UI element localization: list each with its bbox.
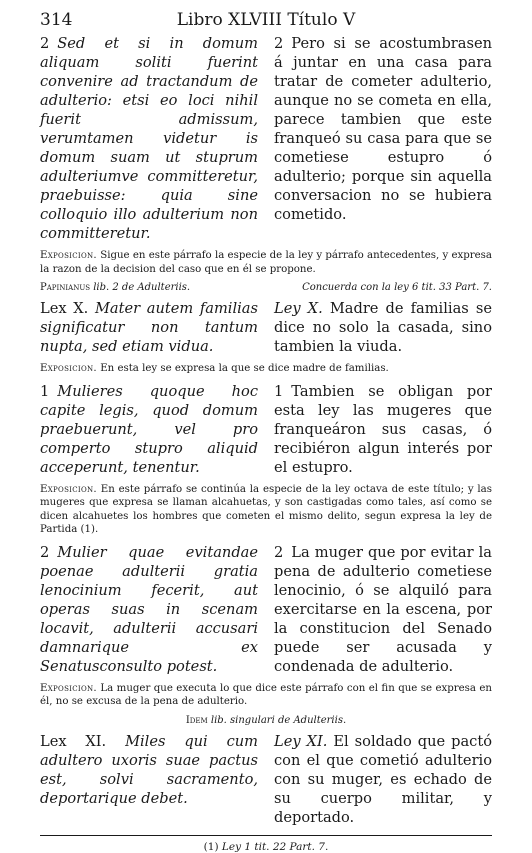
law-heading: Lex XI. [40, 732, 107, 750]
exposicion-2 [40, 362, 492, 376]
footnote-text: Ley 1 tit. 22 Part. 7. [221, 840, 329, 853]
source-author: Papinianus lib. 2 de Adulteriis. [40, 282, 191, 293]
latin-column [40, 299, 258, 356]
latin-text: Miles qui cum adultero uxoris suae pactus est, solvi sacramento, deportarique debet. [40, 732, 258, 807]
law-heading: Ley XI. [274, 732, 328, 750]
exposicion-text: Sigue en este párrafo la especie de la ley y párrafo antecedentes, y expresa la razon de la decision del caso que en él se propone. [40, 250, 492, 275]
spanish-column [274, 382, 492, 477]
spanish-column [274, 299, 492, 356]
section-number: 2 [40, 543, 50, 561]
latin-column [40, 34, 258, 243]
section-number: 2 [274, 543, 284, 561]
law-heading: Ley X. [274, 300, 323, 317]
running-title: Libro XLVIII Título V [176, 10, 356, 30]
spanish-text: El soldado que pactó con el que cometió adulterio con su muger, es echado de su cuerpo militar, y deportado. [274, 732, 492, 826]
law-heading: Lex X. [40, 300, 89, 317]
lex-11-parallel [40, 732, 492, 827]
latin-column [40, 543, 258, 676]
exposicion-text: En esta ley se expresa la que se dice madre de familias. [100, 363, 389, 374]
section-2-parallel [40, 34, 492, 243]
latin-column [40, 732, 258, 827]
latin-text: Mulier quae evitandae poenae adulterii gratia lenocinium fecerit, aut operas suas in scenam locavit, adulterii accusari damnarique ex Senatusconsulto potest. [40, 543, 258, 675]
footnote-mark: (1) [203, 840, 219, 853]
section-number: 2 [274, 35, 284, 52]
latin-text: Mulieres quoque hoc capite legis, quod domum praebuerunt, vel pro comperto stupro aliquid acceperunt, tenentur. [40, 382, 258, 476]
spanish-text: Tambien se obligan por esta ley las mugeres que franqueáron sus casas, ó recibiéron algun interés por el estupro. [274, 382, 492, 476]
source-author: Idem [185, 714, 208, 726]
source-line [40, 282, 492, 293]
page-header [40, 10, 492, 32]
exposicion-text: En este párrafo se continúa la especie de la ley octava de este título; y las mugeres que expresa se llaman alcahuetas, y son castigadas como tales, así como se dicen alcahuetes los hombres que cometen el mismo delito, segun expresa la ley de Partida (1). [40, 483, 492, 535]
spanish-text: Pero si se acostumbrasen á juntar en una casa para tratar de cometer adulterio, aunque no se cometa en ella, parece tambien que este franqueó su casa para que se cometiese estupro ó adulterio; porque sin aquella conversacion no se hubiera cometido. [274, 35, 492, 223]
source-reference: lib. singulari de Adulteriis. [210, 714, 347, 726]
spanish-column [274, 543, 492, 676]
exposicion-label: Exposicion. [40, 363, 97, 374]
lex-10-parallel [40, 299, 492, 356]
exposicion-4 [40, 682, 492, 709]
latin-column [40, 382, 258, 477]
exposicion-label: Exposicion. [40, 250, 97, 261]
concordance-note: Concuerda con la ley 6 tit. 33 Part. 7. [302, 282, 492, 293]
section-2b-parallel [40, 543, 492, 676]
exposicion-label: Exposicion. [40, 483, 97, 495]
exposicion-text: La muger que executa lo que dice este párrafo con el fin que se expresa en él, no se excusa de la pena de adulterio. [40, 682, 492, 707]
section-number: 1 [40, 382, 50, 400]
spanish-column [274, 34, 492, 243]
exposicion-1 [40, 249, 492, 276]
spanish-column [274, 732, 492, 827]
spanish-text: La muger que por evitar la pena de adulterio cometiese lenocinio, ó se alquiló para exercitarse en la escena, por la constitucion del Senado puede ser acusada y condenada de adulterio. [274, 543, 492, 675]
latin-text: Sed et si in domum aliquam soliti fuerint convenire ad tractandum de adulterio: etsi eo loci nihil fuerit admissum, verumtamen videtur is domum suam ut stuprum adulteriumve committeretur, praebuisse: quia sine colloquio illo adulterium non committeretur. [40, 35, 258, 242]
section-number: 2 [40, 35, 50, 52]
exposicion-label: Exposicion. [40, 682, 97, 694]
footnote [40, 841, 492, 853]
page-number: 314 [40, 10, 73, 30]
section-1-parallel [40, 382, 492, 477]
footnote-rule [40, 835, 492, 836]
exposicion-3 [40, 483, 492, 537]
spanish-text: Madre de familias se dice no solo la casada, sino tambien la viuda. [274, 300, 492, 355]
latin-text: Mater autem familias significatur non tantum nupta, sed etiam vidua. [40, 300, 258, 355]
source-line-2 [40, 715, 492, 726]
section-number: 1 [274, 382, 284, 400]
page [40, 10, 492, 853]
